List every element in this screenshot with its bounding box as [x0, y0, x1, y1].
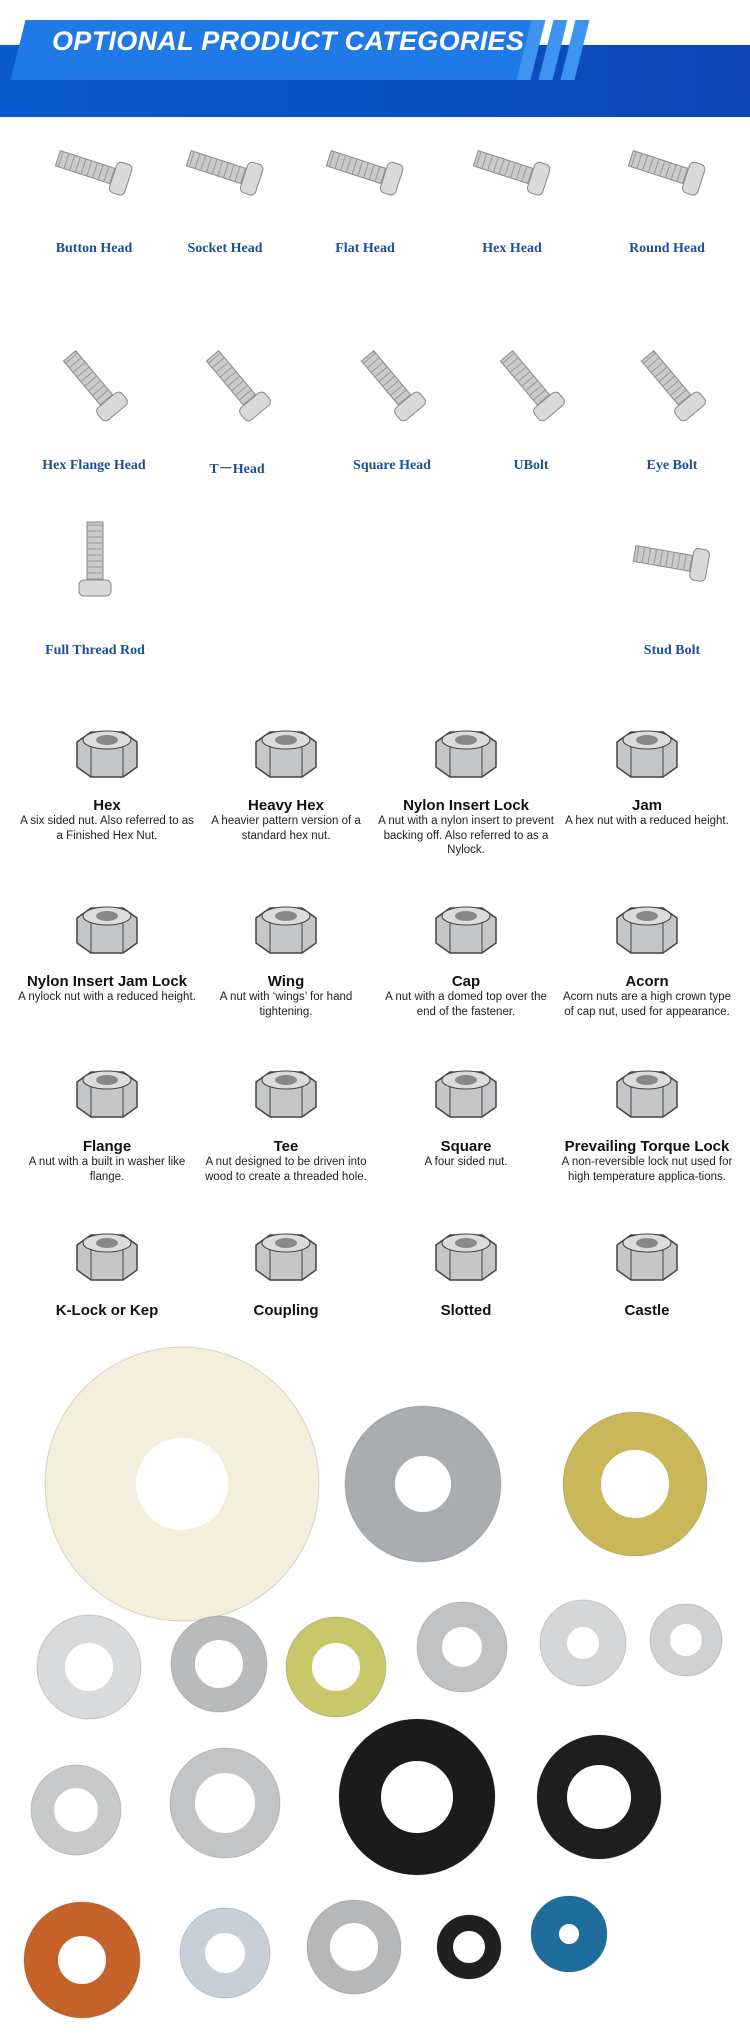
bolt-image-button-head — [44, 130, 144, 215]
bolt-label: Eye Bolt — [646, 458, 698, 473]
nut-type-item — [17, 973, 197, 1005]
nut-title: Castle — [624, 1302, 670, 1319]
bolt-label: UBolt — [513, 458, 549, 473]
nut-description: A nut with a domed top over the end of the fastener. — [385, 991, 547, 1018]
nut-description: A non-reversible lock nut used for high temperature applica-tions. — [561, 1156, 733, 1183]
nut-image-tee — [246, 1052, 326, 1122]
nut-description: A nut designed to be driven into wood to create a threaded hole. — [205, 1156, 367, 1183]
washer-blue — [545, 1910, 593, 1958]
bolt-image-flat-head — [315, 130, 415, 215]
washer-yellow-zinc — [299, 1630, 373, 1704]
washer-galvanized — [370, 1431, 476, 1537]
bolt-label: Square Head — [353, 458, 431, 473]
nut-type-item — [196, 973, 376, 1019]
washer-tooth-lock — [445, 1923, 493, 1971]
bolt-label: T－Head — [209, 462, 265, 477]
bolt-image-hex-flange-head — [44, 345, 144, 430]
page-title: OPTIONAL PRODUCT CATEGORIES — [52, 26, 525, 56]
bolt-label: Socket Head — [187, 241, 263, 256]
washer-black-rubber — [552, 1750, 646, 1844]
nut-image-nylon-insert-jam-lock — [67, 888, 147, 958]
bolt-image-hex-head — [462, 130, 562, 215]
nut-type-item — [557, 797, 737, 829]
bolt-image-round-head — [617, 130, 717, 215]
nut-image-heavy-hex — [246, 712, 326, 782]
nut-type-item — [557, 1302, 737, 1319]
bolt-label: Stud Bolt — [643, 643, 701, 658]
nut-title: Prevailing Torque Lock — [564, 1138, 730, 1155]
washer-external-tooth — [193, 1921, 258, 1986]
nut-type-item — [557, 1138, 737, 1184]
washer-fiber — [41, 1919, 123, 2001]
washer-internal-tooth — [43, 1777, 110, 1844]
nut-title: Nylon Insert Jam Lock — [26, 973, 188, 990]
nut-type-item — [17, 1138, 197, 1184]
nut-title: Cap — [451, 973, 481, 990]
nut-image-prevailing-torque-lock — [607, 1052, 687, 1122]
nut-type-item — [17, 797, 197, 843]
washer-serrated — [554, 1614, 613, 1673]
bolt-image-square-head — [342, 345, 442, 430]
nut-description: A heavier pattern version of a standard hex nut. — [211, 815, 361, 842]
nut-image-hex — [67, 712, 147, 782]
nut-type-item — [376, 973, 556, 1019]
nut-description: A four sided nut. — [424, 1156, 508, 1168]
nut-type-item — [196, 1302, 376, 1319]
washer-external-tooth — [660, 1614, 712, 1666]
nut-type-item — [376, 797, 556, 858]
nut-type-item — [376, 1302, 556, 1319]
nut-description: A nut with a nylon insert to prevent backing off. Also referred to as a Nylock. — [378, 815, 554, 856]
nut-image-flange — [67, 1052, 147, 1122]
nut-description: A six sided nut. Also referred to as a Finished Hex Nut. — [20, 815, 194, 842]
bolt-label: Hex Head — [482, 241, 542, 256]
nut-title: Coupling — [253, 1302, 319, 1319]
nut-image-wing — [246, 888, 326, 958]
nut-type-item — [17, 1302, 197, 1319]
nut-title: Slotted — [440, 1302, 492, 1319]
washer-serrated — [183, 1761, 268, 1846]
nut-type-item — [557, 973, 737, 1019]
nut-title: Nylon Insert Lock — [403, 797, 529, 814]
bolt-label: Flat Head — [335, 241, 395, 256]
nut-image-acorn — [607, 888, 687, 958]
bolt-label: Full Thread Rod — [45, 643, 145, 658]
nut-description: Acorn nuts are a high crown type of cap nut, used for appearance. — [562, 991, 732, 1018]
nut-title: Jam — [631, 797, 663, 814]
nut-image-cap — [426, 888, 506, 958]
bolt-image-stud-bolt — [622, 520, 722, 605]
nut-description: A nut with ‘wings’ for hand tightening. — [219, 991, 353, 1018]
bolt-image-full-thread-rod — [45, 520, 145, 605]
washer-split-lock — [183, 1628, 255, 1700]
washer-nylon — [91, 1393, 274, 1576]
washer-hex-nut — [430, 1615, 495, 1680]
nut-title: Tee — [273, 1138, 299, 1155]
bolt-label: Round Head — [629, 241, 705, 256]
nut-type-item — [196, 1138, 376, 1184]
nut-title: Heavy Hex — [248, 797, 324, 814]
nut-image-jam — [607, 712, 687, 782]
washer-split-lock — [319, 1912, 390, 1983]
nut-description: A hex nut with a reduced height. — [565, 815, 729, 827]
nut-description: A nylock nut with a reduced height. — [18, 991, 196, 1003]
nut-title: Wing — [267, 973, 305, 990]
nut-image-coupling — [246, 1215, 326, 1285]
bolt-label: Button Head — [55, 241, 133, 256]
washer-flat — [51, 1629, 127, 1705]
nut-title: Acorn — [625, 973, 669, 990]
washers-gallery — [0, 1340, 750, 2042]
nut-image-square — [426, 1052, 506, 1122]
nut-description: A nut with a built in washer like flange. — [28, 1156, 186, 1183]
nut-title: K-Lock or Kep — [55, 1302, 159, 1319]
bolt-image-socket-head — [175, 130, 275, 215]
nut-image-nylon-insert-lock — [426, 712, 506, 782]
bolt-image-eye-bolt — [622, 345, 722, 430]
nut-image-castle — [607, 1215, 687, 1285]
bolt-label: Hex Flange Head — [42, 458, 146, 473]
nut-title: Hex — [93, 797, 121, 814]
nut-type-item — [376, 1138, 556, 1170]
washer-internal-tooth — [582, 1431, 688, 1537]
nut-image-k-lock-or-kep — [67, 1215, 147, 1285]
bolt-image-t-head — [187, 345, 287, 430]
nut-image-slotted — [426, 1215, 506, 1285]
bolt-image-ubolt — [481, 345, 581, 430]
nut-title: Square — [440, 1138, 492, 1155]
washer-black-rubber — [360, 1740, 474, 1854]
nut-type-item — [196, 797, 376, 843]
nut-title: Flange — [82, 1138, 132, 1155]
